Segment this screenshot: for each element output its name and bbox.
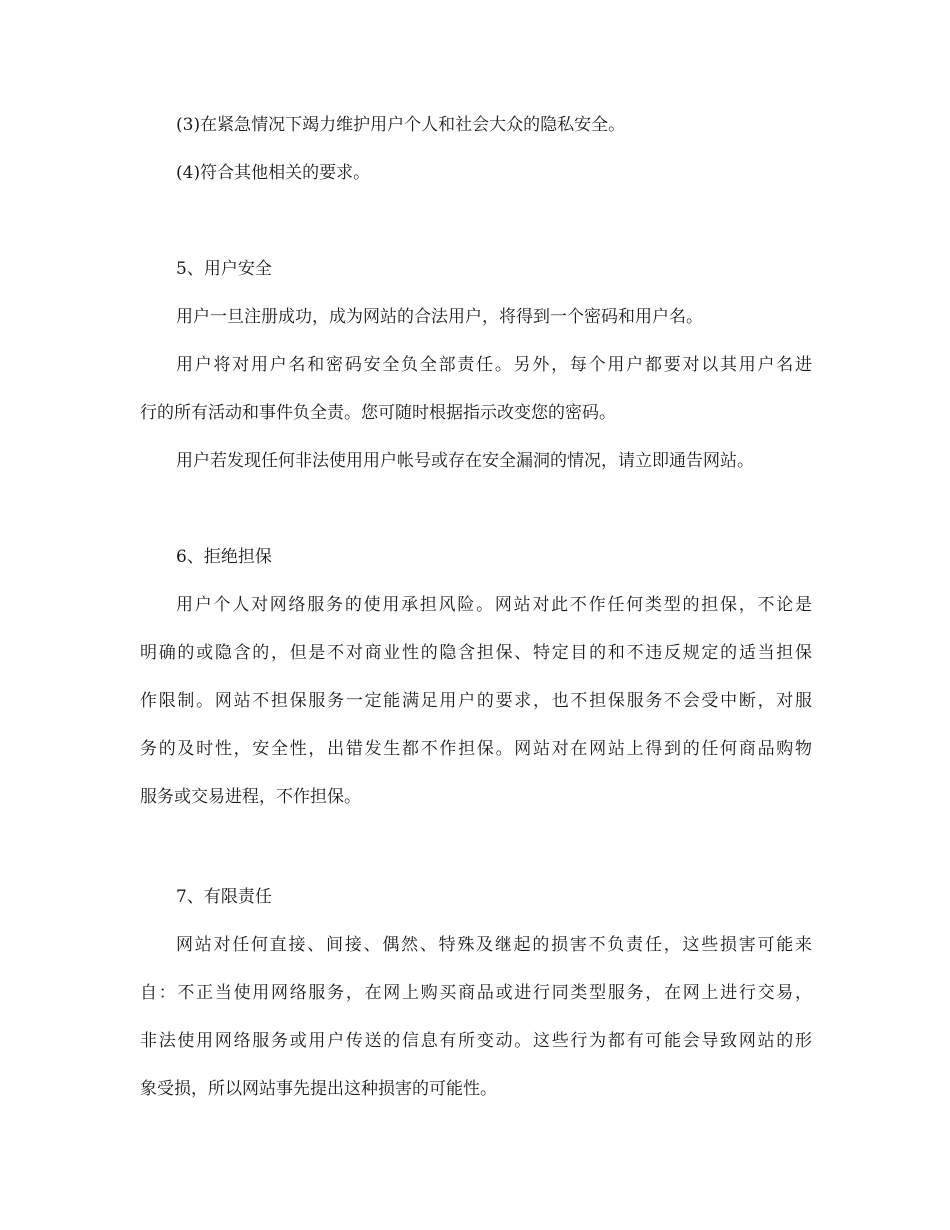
section-7-line-4: 象受损，所以网站事先提出这种损害的可能性。 xyxy=(140,1079,497,1099)
section-6-heading: 6、拒绝担保 xyxy=(176,547,272,567)
section-7-heading: 7、有限责任 xyxy=(176,887,272,907)
section-5-paragraph-2-line-2: 行的所有活动和事件负全责。您可随时根据指示改变您的密码。 xyxy=(140,403,616,423)
section-6-line-1: 用户个人对网络服务的使用承担风险。网站对此不作任何类型的担保，不论是 xyxy=(176,595,812,615)
list-item-4: (4)符合其他相关的要求。 xyxy=(176,163,371,183)
section-6-line-4: 务的及时性，安全性，出错发生都不作担保。网站对在网站上得到的任何商品购物 xyxy=(140,739,812,759)
list-item-3: (3)在紧急情况下竭力维护用户个人和社会大众的隐私安全。 xyxy=(176,115,626,135)
section-7-line-1: 网站对任何直接、间接、偶然、特殊及继起的损害不负责任，这些损害可能来 xyxy=(176,935,812,955)
section-6-line-3: 作限制。网站不担保服务一定能满足用户的要求，也不担保服务不会受中断，对服 xyxy=(140,691,812,711)
section-7-line-3: 非法使用网络服务或用户传送的信息有所变动。这些行为都有可能会导致网站的形 xyxy=(140,1031,812,1051)
section-6-line-2: 明确的或隐含的，但是不对商业性的隐含担保、特定目的和不违反规定的适当担保 xyxy=(140,643,812,663)
section-5-heading: 5、用户安全 xyxy=(176,259,272,279)
section-5-paragraph-1: 用户一旦注册成功，成为网站的合法用户，将得到一个密码和用户名。 xyxy=(176,307,703,327)
section-7-line-2: 自：不正当使用网络服务，在网上购买商品或进行同类型服务，在网上进行交易， xyxy=(140,983,812,1003)
section-6-line-5: 服务或交易进程，不作担保。 xyxy=(140,787,361,807)
section-5-paragraph-3: 用户若发现任何非法使用用户帐号或存在安全漏洞的情况，请立即通告网站。 xyxy=(176,451,754,471)
section-5-paragraph-2-line-1: 用户将对用户名和密码安全负全部责任。另外，每个用户都要对以其用户名进 xyxy=(176,355,812,375)
